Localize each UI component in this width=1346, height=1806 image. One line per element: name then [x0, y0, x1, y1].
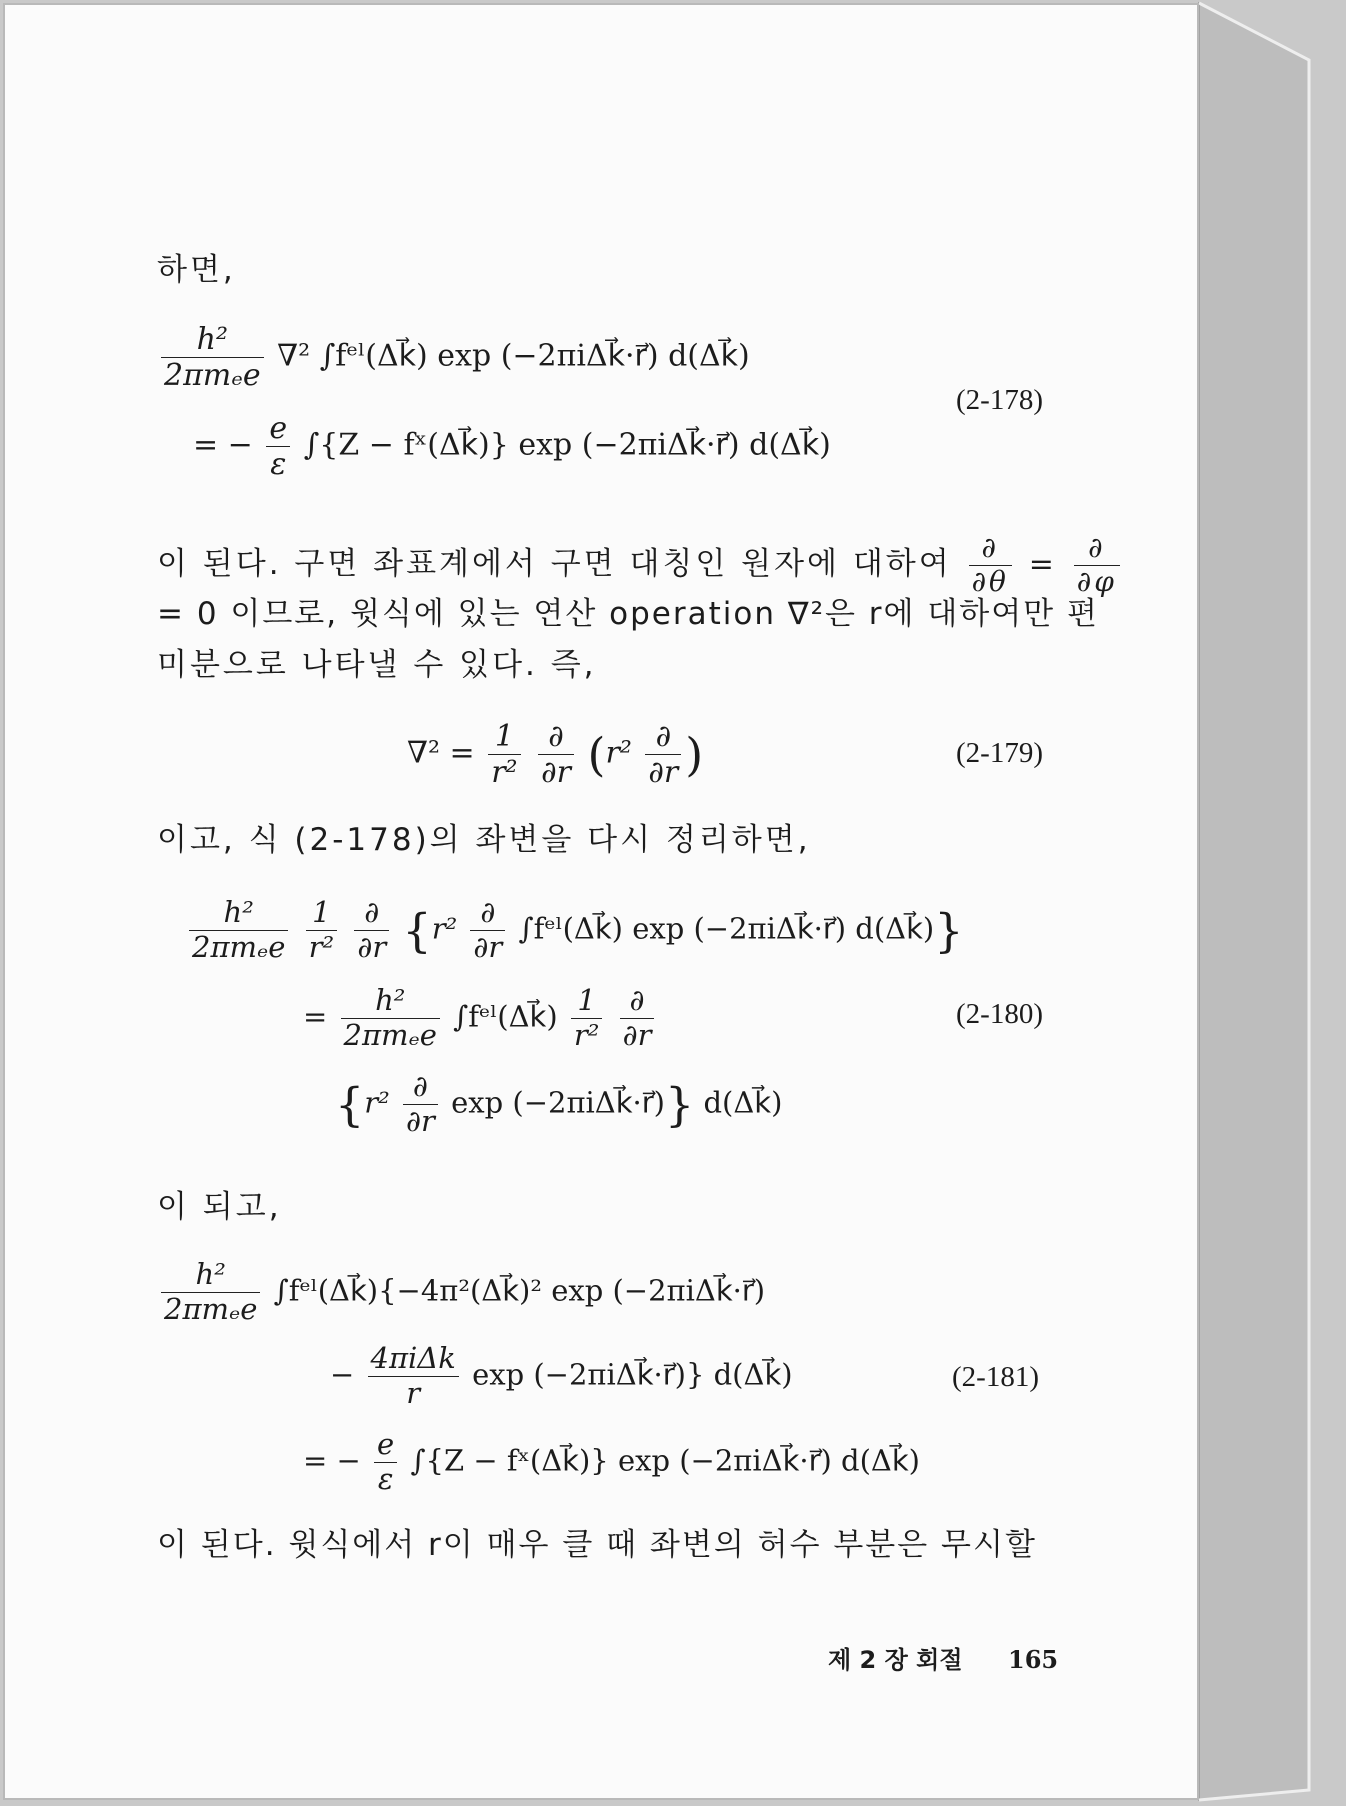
- eq180-g3-den: ∂r: [622, 1017, 652, 1052]
- eq181-f1-num: h²: [161, 1259, 260, 1293]
- para1-line1: [157, 533, 1124, 598]
- eq180-brace-close: }: [934, 903, 964, 958]
- eq178-line2-prefix: = −: [193, 427, 253, 463]
- eq181-line1-expr: ∫fᵉˡ(Δk⃗){−4π²(Δk⃗)² exp (−2πiΔk⃗·r⃗): [273, 1273, 766, 1308]
- eq181-f3-num: e: [374, 1429, 397, 1463]
- eq180-line2: [303, 985, 658, 1052]
- para1-equals: =: [1028, 546, 1057, 582]
- eq178-line1-expr: ∇² ∫fᵉˡ(Δk⃗) exp (−2πiΔk⃗·r⃗) d(Δk⃗): [277, 338, 750, 374]
- eq181-f2-num: 4πiΔk: [368, 1343, 459, 1377]
- eq181-line1: [157, 1259, 765, 1326]
- dtheta-den: ∂θ: [971, 564, 1009, 598]
- eq179-f3-den: ∂r: [648, 755, 679, 790]
- para3: 이 되고,: [157, 1189, 282, 1225]
- eq181-line2-minus: −: [330, 1357, 355, 1392]
- eq179-paren-open: (: [587, 727, 606, 782]
- eq180-brace-open: {: [402, 903, 432, 958]
- eq180-f2-num: 1: [306, 897, 338, 931]
- eq178-line2-expr: ∫{Z − fˣ(Δk⃗)} exp (−2πiΔk⃗·r⃗) d(Δk⃗): [303, 427, 831, 463]
- eq179-paren-close: ): [685, 727, 704, 782]
- eq178-line2: [193, 412, 831, 481]
- eq181-line3: [303, 1429, 920, 1496]
- eq180-g1-num: h²: [341, 985, 440, 1019]
- eq181-label: (2-181): [952, 1361, 1039, 1393]
- eq181-f1-den: 2πmₑe: [164, 1291, 258, 1326]
- eq179-r2: r²: [605, 735, 632, 771]
- eq180-line2-eq: =: [303, 999, 328, 1034]
- eq178-frac2-den: ε: [270, 447, 287, 482]
- eq180-line2-mid: ∫fᵉˡ(Δk⃗): [453, 999, 558, 1034]
- eq180-g1-den: 2πmₑe: [343, 1017, 437, 1052]
- eq180-g2-den: r²: [573, 1017, 600, 1052]
- para4: 이 된다. 윗식에서 r이 매우 클 때 좌변의 허수 부분은 무시할: [157, 1527, 1037, 1563]
- eq178-frac1-den: 2πmₑe: [164, 358, 261, 393]
- eq180-line3-open: {: [335, 1077, 365, 1132]
- eq180-f3-den: ∂r: [357, 929, 387, 964]
- footer-chapter: 제 2 장 회절: [828, 1646, 963, 1674]
- eq180-f3-num: ∂: [354, 897, 389, 931]
- eq180-g2-num: 1: [571, 985, 603, 1019]
- eq180-h1-den: ∂r: [406, 1103, 435, 1138]
- para2: 이고, 식 (2-178)의 좌변을 다시 정리하면,: [157, 822, 811, 858]
- eq181-line3-expr: ∫{Z − fˣ(Δk⃗)} exp (−2πiΔk⃗·r⃗) d(Δk⃗): [410, 1443, 920, 1478]
- eq178-label: (2-178): [956, 384, 1043, 416]
- eq180-line3: [335, 1071, 782, 1138]
- eq179-f1-den: r²: [491, 755, 518, 790]
- eq180-r2: r²: [431, 911, 458, 946]
- eq180-g3-num: ∂: [620, 985, 655, 1019]
- eq179-f2-num: ∂: [538, 720, 574, 755]
- eq180-label: (2-180): [956, 998, 1043, 1030]
- eq179-f2-den: ∂r: [541, 755, 571, 790]
- eq179-lhs: ∇² =: [407, 735, 475, 771]
- eq180-line3-tail: d(Δk⃗): [703, 1085, 783, 1120]
- eq178-frac1-num: h²: [161, 323, 264, 358]
- dphi-num: ∂: [1074, 533, 1120, 566]
- para1-line2: = 0 이므로, 윗식에 있는 연산 operation ∇²은 r에 대하여만 편: [157, 596, 1099, 632]
- para1-line1-text: 이 된다. 구면 좌표계에서 구면 대칭인 원자에 대하여: [157, 545, 952, 582]
- eq180-f1-num: h²: [189, 897, 288, 931]
- eq180-line3-r2: r²: [364, 1085, 390, 1120]
- eq180-line1: [185, 897, 964, 964]
- page-number: 165: [1008, 1645, 1059, 1674]
- eq180-h1-num: ∂: [403, 1071, 438, 1105]
- intro-text: 하면,: [157, 252, 236, 288]
- eq181-f3-den: ε: [377, 1461, 394, 1496]
- eq180-f1-den: 2πmₑe: [192, 929, 286, 964]
- eq180-f4-den: ∂r: [473, 929, 503, 964]
- eq181-line3-eq: = −: [303, 1443, 361, 1478]
- eq180-line1-rest: ∫fᵉˡ(Δk⃗) exp (−2πiΔk⃗·r⃗) d(Δk⃗): [518, 911, 935, 946]
- eq178-line1: [157, 323, 750, 392]
- eq179-label: (2-179): [956, 737, 1043, 769]
- eq181-line2-expr: exp (−2πiΔk⃗·r⃗)} d(Δk⃗): [472, 1357, 793, 1392]
- eq180-f2-den: r²: [308, 929, 335, 964]
- document-page: [3, 3, 1199, 1800]
- eq180-line3-close: }: [664, 1077, 695, 1132]
- eq180-f4-num: ∂: [470, 897, 505, 931]
- eq181-line2: [330, 1343, 793, 1410]
- para1-line3: 미분으로 나타낼 수 있다. 즉,: [157, 647, 597, 683]
- dtheta-num: ∂: [969, 533, 1012, 566]
- eq179-f1-num: 1: [488, 720, 520, 755]
- eq179: [407, 720, 703, 789]
- eq181-f2-den: r: [406, 1375, 421, 1410]
- eq178-frac2-num: e: [266, 412, 290, 447]
- eq179-f3-num: ∂: [645, 720, 681, 755]
- dphi-den: ∂φ: [1076, 564, 1117, 598]
- eq180-line3-rest: exp (−2πiΔk⃗·r⃗): [451, 1085, 665, 1120]
